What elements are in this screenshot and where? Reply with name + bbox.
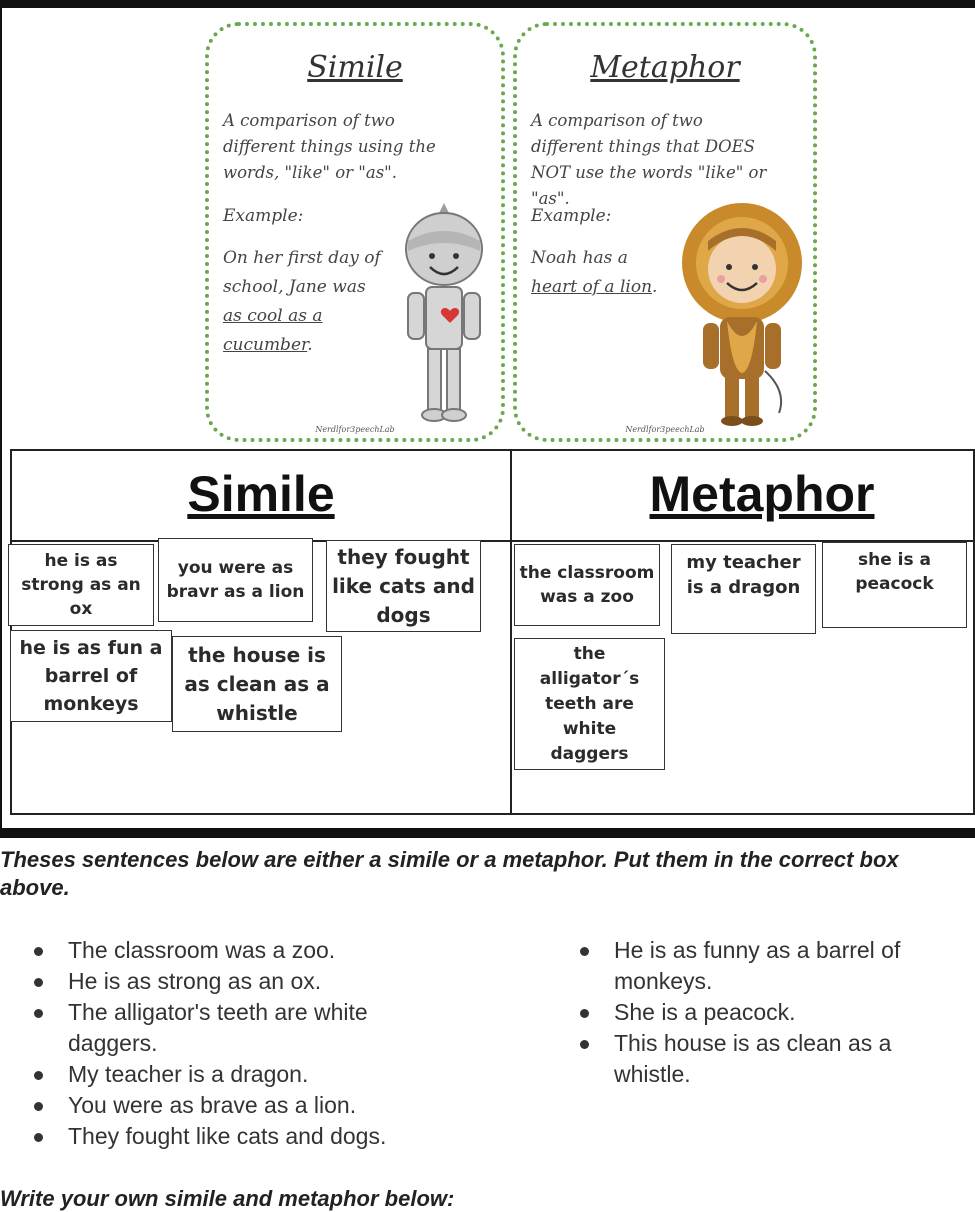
sentence-item: He is as strong as an ox. [32, 966, 452, 997]
metaphor-sort-card[interactable]: my teacher is a dragon [671, 544, 816, 634]
simile-column-header: Simile [187, 466, 335, 522]
simile-example-post: . [307, 335, 313, 355]
sentence-item: She is a peacock. [578, 997, 958, 1028]
tin-man-illustration [394, 201, 494, 426]
write-your-own-heading: Write your own simile and metaphor below: [0, 1186, 455, 1211]
sentence-item: My teacher is a dragon. [32, 1059, 452, 1090]
simile-sort-card[interactable]: they fought like cats and dogs [326, 540, 481, 632]
metaphor-example-underlined: heart of a lion [531, 277, 653, 297]
simile-sort-card[interactable]: you were as bravr as a lion [158, 538, 313, 622]
simile-example [223, 244, 383, 360]
metaphor-card-credit: Nerdlfor3peechLab [625, 425, 705, 434]
metaphor-example-post: . [652, 277, 658, 297]
metaphor-sort-card[interactable]: she is a peacock [822, 542, 967, 628]
top-border [0, 0, 975, 8]
metaphor-example-pre: Noah has a [531, 248, 628, 268]
sentence-list-left [32, 935, 452, 1152]
sentence-item: He is as funny as a barrel of monkeys. [578, 935, 958, 997]
simile-example-underlined: as cool as a cucumber [223, 306, 323, 355]
simile-card-title: Simile [307, 50, 403, 85]
metaphor-column-header: Metaphor [649, 466, 875, 522]
sentence-item: They fought like cats and dogs. [32, 1121, 452, 1152]
simile-sort-card[interactable]: he is as strong as an ox [8, 544, 154, 626]
simile-sort-card[interactable]: he is as fun a barrel of monkeys [10, 630, 172, 722]
sentence-item: The classroom was a zoo. [32, 935, 452, 966]
sentence-item: This house is as clean as a whistle. [578, 1028, 958, 1090]
sentence-item: You were as brave as a lion. [32, 1090, 452, 1121]
simile-sort-card[interactable]: the house is as clean as a whistle [172, 636, 342, 732]
instructions-text: Theses sentences below are either a simile or a metaphor. Put them in the correct box above. [0, 847, 899, 900]
metaphor-sort-card[interactable]: the classroom was a zoo [514, 544, 660, 626]
simile-example-label: Example: [223, 206, 304, 226]
metaphor-definition: A comparison of two different things that DOES NOT use the words "like" or "as". [531, 111, 767, 208]
metaphor-sort-card[interactable]: the alligator´s teeth are white daggers [514, 638, 665, 770]
simile-anchor-card [205, 22, 505, 442]
left-border [0, 0, 2, 830]
metaphor-anchor-card [513, 22, 817, 442]
simile-example-pre: On her first day of school, Jane was [223, 248, 381, 297]
simile-definition: A comparison of two different things using the words, "like" or "as". [223, 111, 436, 182]
sentence-list-right [578, 935, 958, 1090]
simile-card-credit: Nerdlfor3peechLab [315, 425, 395, 434]
metaphor-example [531, 244, 671, 302]
metaphor-card-title: Metaphor [590, 50, 740, 85]
lion-costume-illustration [677, 201, 807, 431]
section-divider [0, 828, 975, 838]
sentence-item: The alligator's teeth are white daggers. [32, 997, 452, 1059]
metaphor-example-label: Example: [531, 206, 612, 226]
